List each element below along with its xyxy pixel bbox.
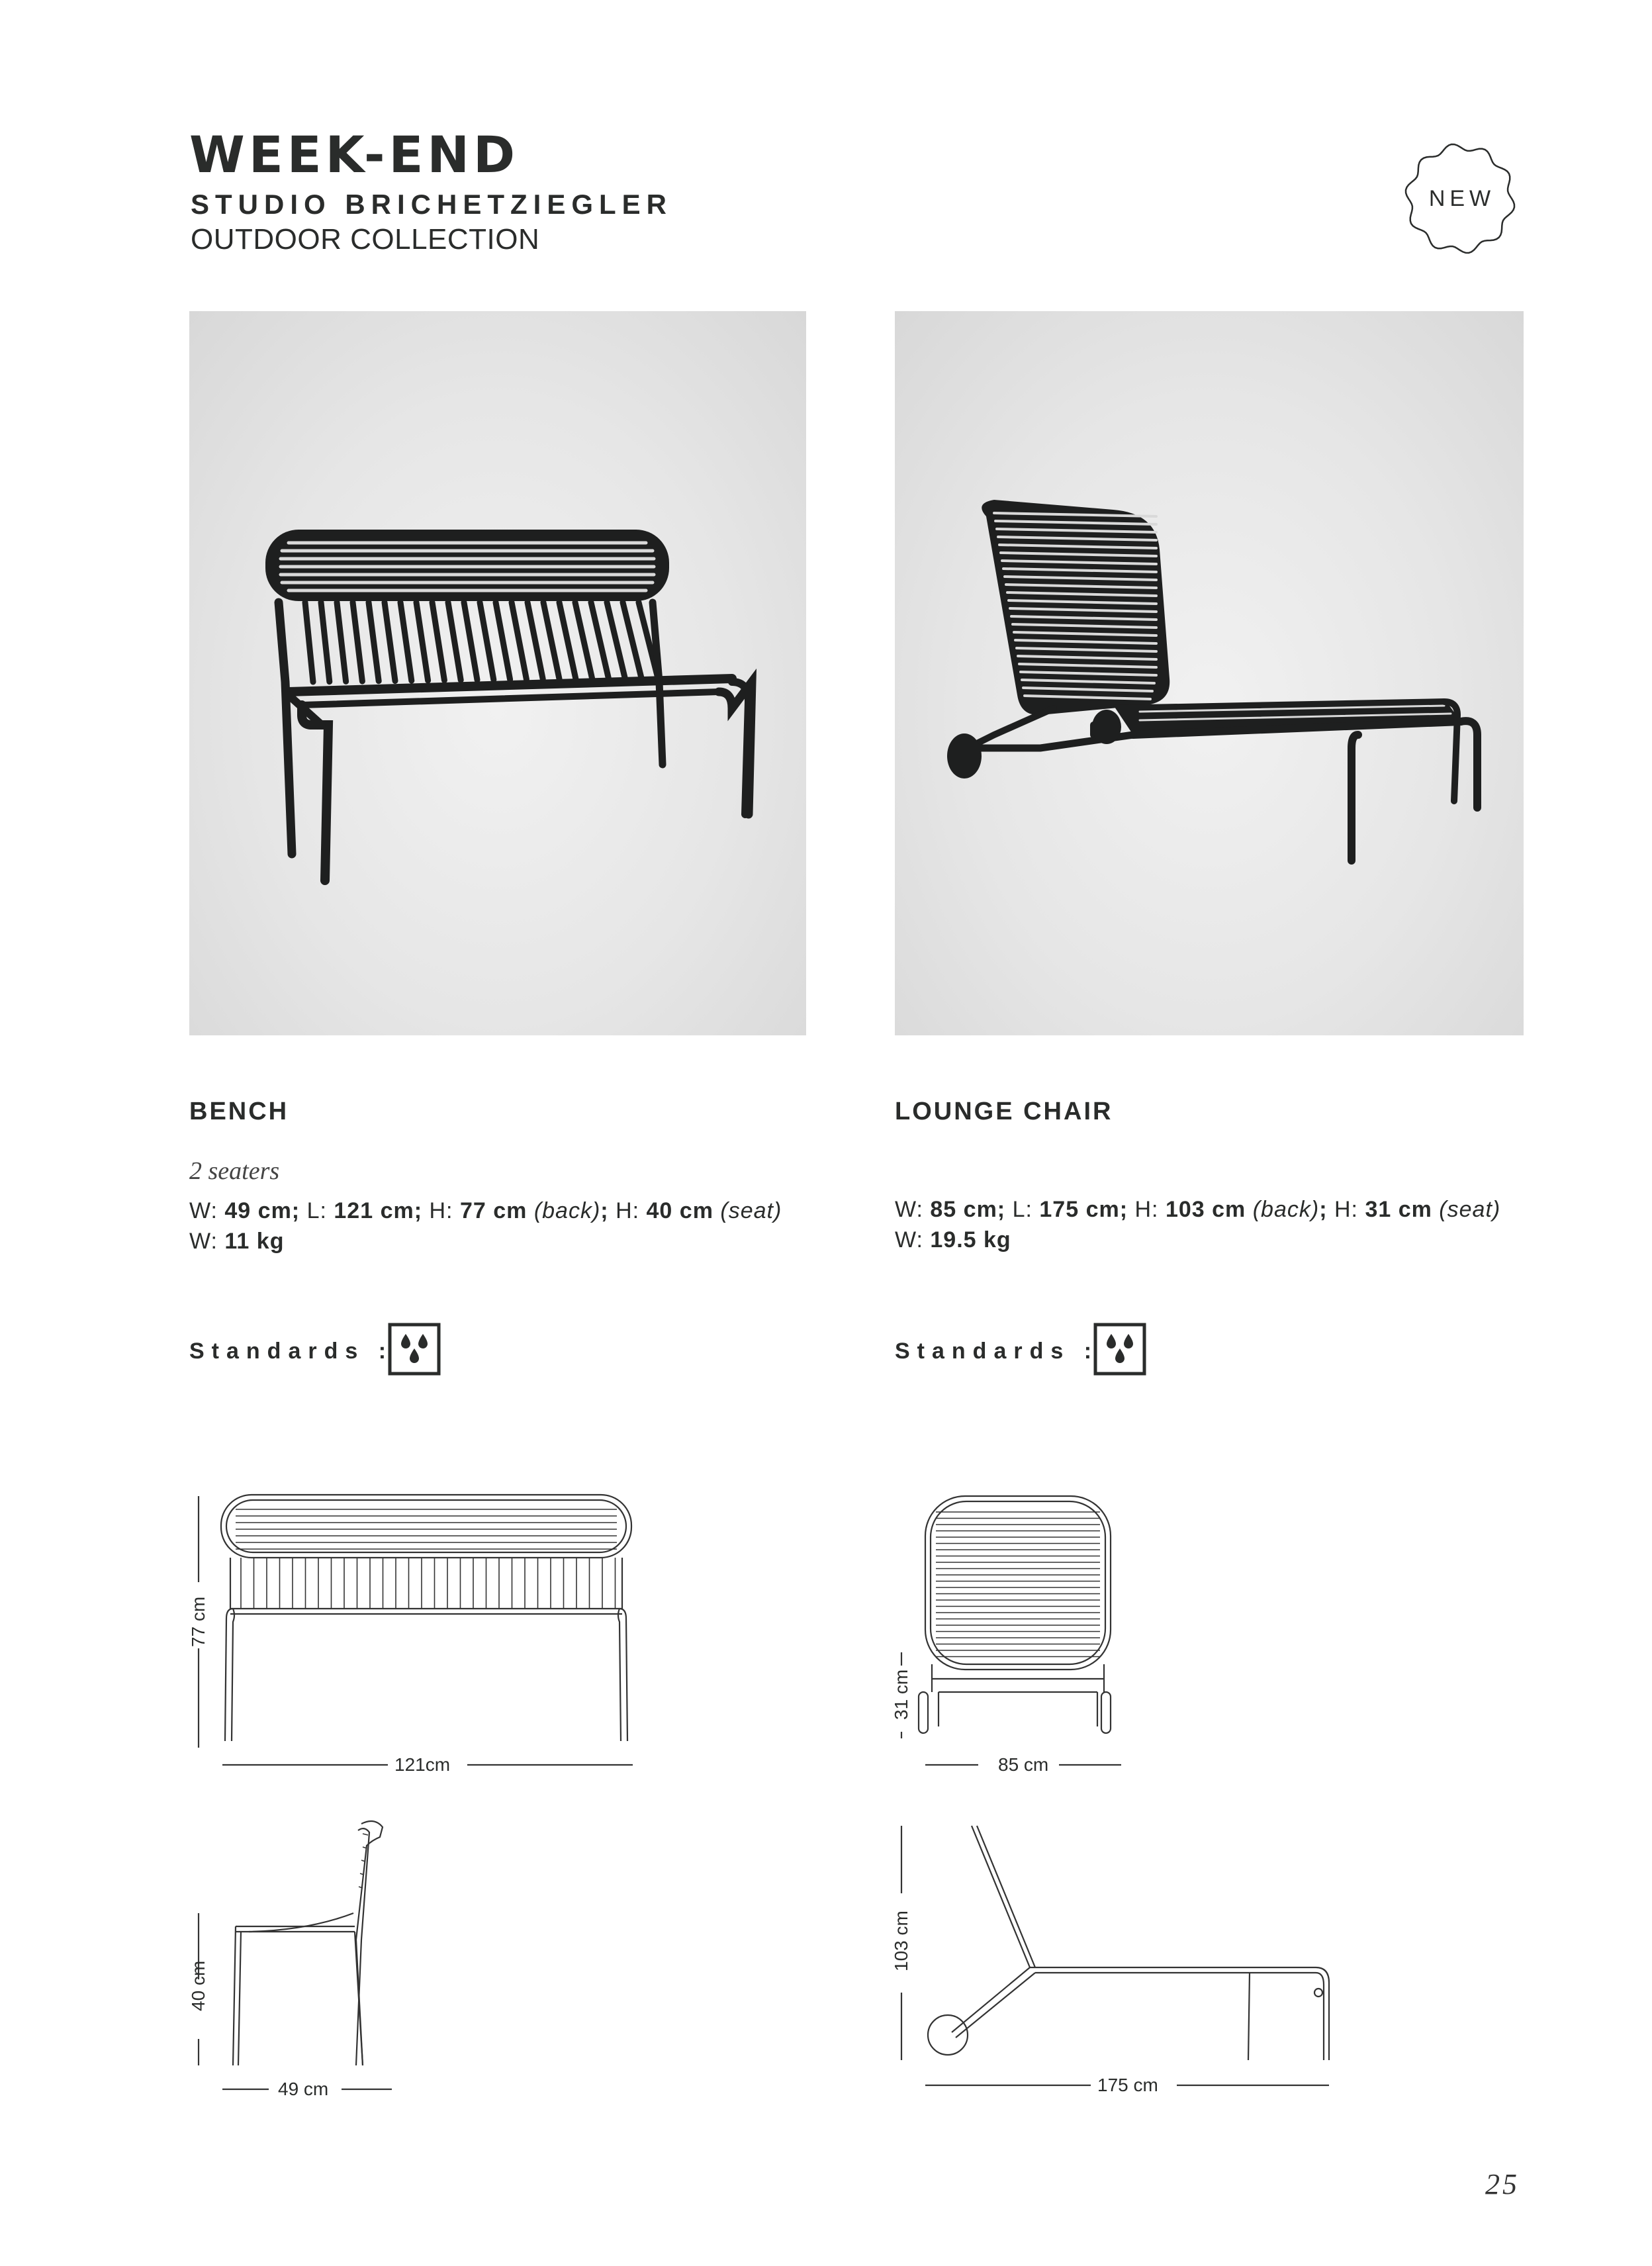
bench-side-drawing [189, 1814, 401, 2092]
bench-seaters: 2 seaters [189, 1157, 280, 1185]
collection-name: OUTDOOR COLLECTION [191, 223, 540, 256]
lounge-chair-side-drawing [892, 1814, 1342, 2092]
lounge-chair-front-width-label: 85 cm [998, 1754, 1049, 1775]
bench-front-width-label: 121cm [394, 1754, 451, 1775]
lounge-chair-dimensions: W: 85 cm; L: 175 cm; H: 103 cm (back); H: 31 cm (seat) W: 19.5 kg [895, 1197, 1501, 1252]
bench-title: BENCH [189, 1098, 289, 1125]
lounge-chair-title: LOUNGE CHAIR [895, 1098, 1113, 1125]
lounge-chair-front-height-label: 31 cm [891, 1669, 911, 1720]
bench-image [189, 311, 806, 1035]
bench-side-width-label: 49 cm [278, 2079, 329, 2099]
bench-standards-label: Standards : [189, 1339, 394, 1364]
lounge-chair-side-height-label: 103 cm [891, 1911, 911, 1971]
page-number: 25 [1485, 2168, 1520, 2200]
lounge-chair-standards-label: Standards : [895, 1339, 1099, 1364]
designer-name: STUDIO BRICHETZIEGLER [191, 189, 673, 220]
lounge-chair-photo [895, 311, 1524, 1035]
new-badge [1402, 140, 1518, 257]
bench-photo [189, 311, 806, 1035]
bench-front-drawing [189, 1489, 653, 1768]
lounge-chair-image [895, 311, 1524, 1035]
bench-side-height-label: 40 cm [188, 1960, 208, 2011]
lounge-chair-front-drawing [892, 1493, 1130, 1771]
collection-title: WEEK-END [189, 125, 520, 184]
water-drops-icon [1093, 1323, 1146, 1376]
bench-dimensions: W: 49 cm; L: 121 cm; H: 77 cm (back); H: 40 cm (seat) W: 11 kg [189, 1198, 782, 1254]
water-drops-icon [388, 1323, 441, 1376]
lounge-chair-side-width-label: 175 cm [1097, 2075, 1158, 2095]
new-badge-label: NEW [1428, 185, 1496, 211]
bench-front-height-label: 77 cm [188, 1596, 208, 1647]
